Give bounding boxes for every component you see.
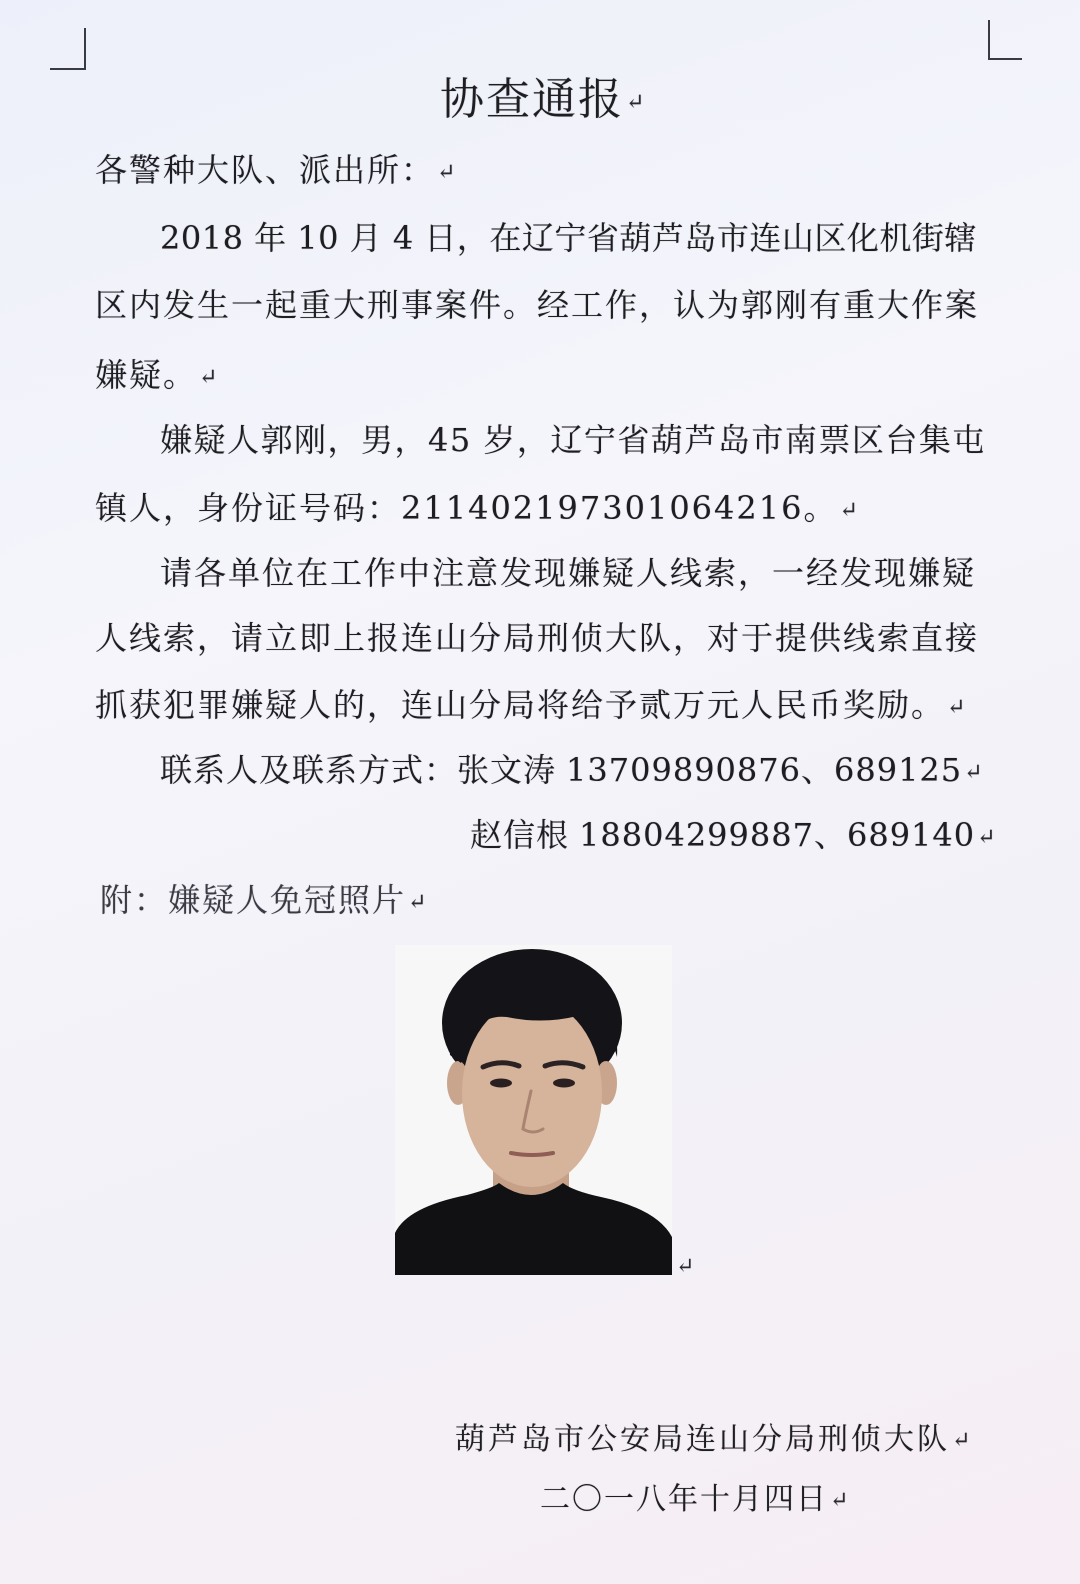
line-text: 嫌疑人郭刚，男，45 岁，辽宁省葫芦岛市南票区台集屯	[160, 421, 986, 459]
notice-title-text: 协查通报	[440, 74, 624, 125]
case-paragraph-line-1	[160, 218, 977, 258]
contact-line-2	[470, 815, 996, 855]
paragraph-mark: ↵	[952, 1428, 971, 1453]
issue-date	[540, 1480, 848, 1520]
contact-name: 赵信根	[470, 816, 570, 854]
crop-mark-top-right	[988, 20, 1022, 60]
paragraph-mark: ↵	[839, 497, 858, 523]
request-paragraph-line-1	[160, 553, 976, 593]
right-eye	[553, 1079, 575, 1088]
salutation-text: 各警种大队、派出所：	[95, 151, 436, 189]
portrait-illustration	[395, 945, 672, 1275]
line-text: 镇人，身份证号码：211402197301064216。	[95, 489, 838, 527]
case-paragraph-line-2	[95, 285, 979, 325]
line-text: 2018 年 10 月 4 日，在辽宁省葫芦岛市连山区化机街辖	[160, 219, 977, 257]
contact-phones: 18804299887、689140	[579, 816, 976, 854]
contact-line-1	[160, 750, 983, 790]
paragraph-mark: ↵	[977, 824, 996, 850]
line-text: 区内发生一起重大刑事案件。经工作，认为郭刚有重大作案	[95, 286, 980, 324]
crop-mark-top-left	[50, 28, 86, 70]
paragraph-mark: ↵	[437, 159, 456, 185]
line-text: 嫌疑。	[95, 356, 198, 394]
suspect-paragraph-line-1	[160, 420, 986, 460]
case-paragraph-line-3	[95, 355, 217, 395]
issue-date-text: 二〇一八年十月四日	[540, 1482, 828, 1517]
salutation	[95, 150, 455, 190]
paragraph-mark: ↵	[626, 89, 645, 115]
left-eye	[490, 1079, 512, 1088]
paragraph-mark: ↵	[947, 694, 966, 720]
notice-title	[440, 74, 644, 126]
paragraph-mark: ↵	[408, 889, 427, 915]
contacts-label: 联系人及联系方式：	[160, 751, 458, 789]
paragraph-mark: ↵	[830, 1488, 849, 1513]
contact-name: 张文涛	[457, 751, 557, 789]
request-paragraph-line-2	[95, 618, 979, 658]
issuer-text: 葫芦岛市公安局连山分局刑侦大队	[455, 1422, 950, 1457]
suspect-photo	[395, 945, 672, 1275]
attachment-label	[100, 880, 426, 920]
suspect-paragraph-line-2	[95, 488, 858, 528]
line-text: 抓获犯罪嫌疑人的，连山分局将给予贰万元人民币奖励。	[95, 686, 946, 724]
line-text: 人线索，请立即上报连山分局刑侦大队，对于提供线索直接	[95, 619, 980, 657]
paragraph-mark: ↵	[964, 759, 983, 785]
request-paragraph-line-3	[95, 685, 965, 725]
contact-phones: 13709890876、689125	[566, 751, 963, 789]
attachment-label-text: 附：嫌疑人免冠照片	[100, 881, 407, 919]
paragraph-mark: ↵	[199, 364, 218, 390]
paragraph-mark: ↵	[676, 1254, 695, 1279]
issuer	[455, 1420, 970, 1460]
line-text: 请各单位在工作中注意发现嫌疑人线索，一经发现嫌疑	[160, 554, 977, 592]
